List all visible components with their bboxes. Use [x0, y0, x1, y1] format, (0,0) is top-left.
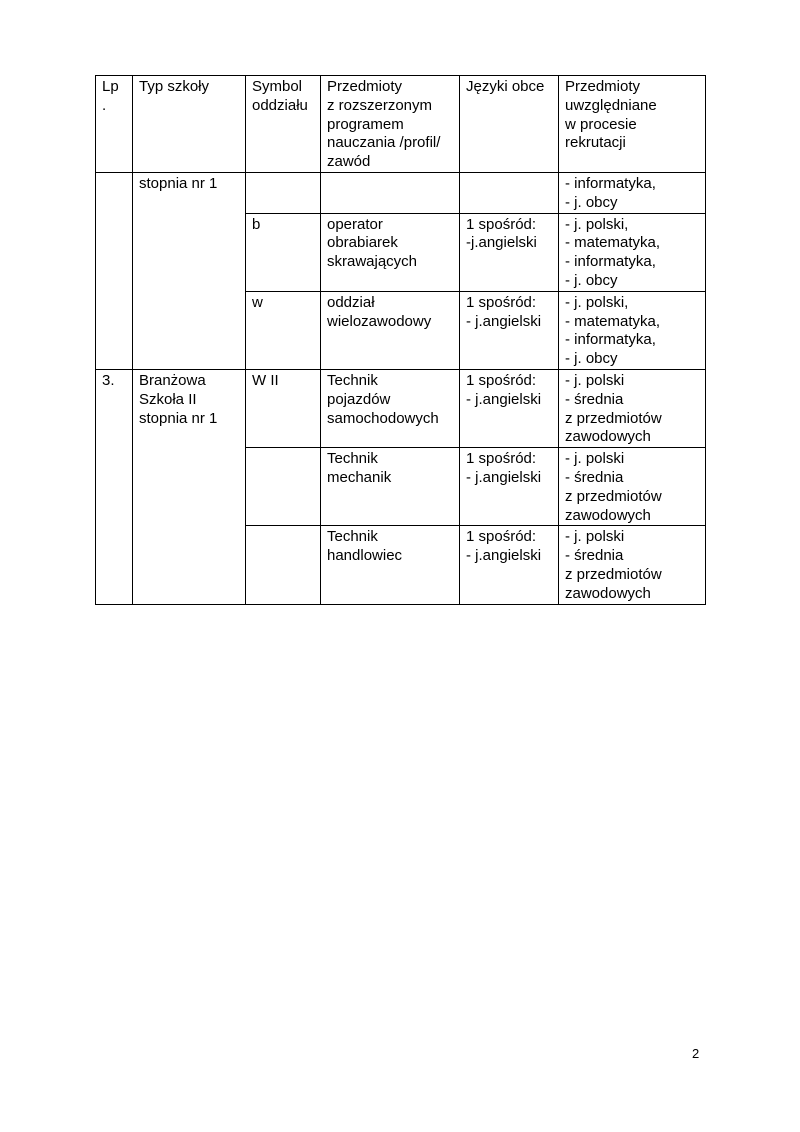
table-row [96, 526, 706, 604]
cell-recruitment: - j. polski - średnia z przedmiotów zawodowych [559, 448, 706, 526]
cell-recruitment: - j. polski, - matematyka, - informatyka, - j. obcy [559, 291, 706, 369]
cell-languages: 1 spośród: - j.angielski [460, 448, 559, 526]
header-foreign-languages: Języki obce [460, 76, 559, 172]
cell-subjects [321, 173, 460, 214]
cell-recruitment: - informatyka, - j. obcy [559, 173, 706, 214]
page-number: 2 [692, 1046, 700, 1061]
cell-symbol: w [246, 291, 321, 369]
cell-languages [460, 173, 559, 214]
cell-subjects: oddział wielozawodowy [321, 291, 460, 369]
cell-school-type [133, 448, 246, 526]
cell-symbol: b [246, 213, 321, 291]
cell-recruitment: - j. polski - średnia z przedmiotów zawodowych [559, 526, 706, 604]
cell-symbol [246, 173, 321, 214]
header-extended-subjects: Przedmioty z rozszerzonym programem nauczania /profil/ zawód [321, 76, 460, 172]
table-row [96, 173, 706, 214]
cell-recruitment: - j. polski, - matematyka, - informatyka, - j. obcy [559, 213, 706, 291]
header-class-symbol: Symbol oddziału [246, 76, 321, 172]
table-body [95, 172, 705, 605]
header-school-type: Typ szkoły [133, 76, 246, 172]
table-row [96, 369, 706, 447]
cell-school-type [133, 213, 246, 291]
header-row [96, 76, 706, 172]
cell-languages: 1 spośród: -j.angielski [460, 213, 559, 291]
table-row [96, 291, 706, 369]
cell-lp [96, 526, 133, 604]
table-row [96, 448, 706, 526]
cell-languages: 1 spośród: - j.angielski [460, 526, 559, 604]
cell-subjects: operator obrabiarek skrawających [321, 213, 460, 291]
cell-subjects: Technik pojazdów samochodowych [321, 369, 460, 447]
cell-symbol [246, 448, 321, 526]
cell-symbol: W II [246, 369, 321, 447]
cell-recruitment: - j. polski - średnia z przedmiotów zawodowych [559, 369, 706, 447]
cell-lp [96, 291, 133, 369]
cell-school-type: stopnia nr 1 [133, 173, 246, 214]
header-recruitment-subjects: Przedmioty uwzględniane w procesie rekrutacji [559, 76, 706, 172]
cell-lp [96, 173, 133, 214]
cell-languages: 1 spośród: - j.angielski [460, 369, 559, 447]
cell-lp [96, 448, 133, 526]
cell-languages: 1 spośród: - j.angielski [460, 291, 559, 369]
cell-school-type: Branżowa Szkoła II stopnia nr 1 [133, 369, 246, 447]
cell-school-type [133, 291, 246, 369]
cell-school-type [133, 526, 246, 604]
cell-symbol [246, 526, 321, 604]
cell-lp: 3. [96, 369, 133, 447]
cell-subjects: Technik mechanik [321, 448, 460, 526]
table-header [95, 75, 705, 171]
table-row [96, 213, 706, 291]
cell-lp [96, 213, 133, 291]
header-lp: Lp . [96, 76, 133, 172]
cell-subjects: Technik handlowiec [321, 526, 460, 604]
